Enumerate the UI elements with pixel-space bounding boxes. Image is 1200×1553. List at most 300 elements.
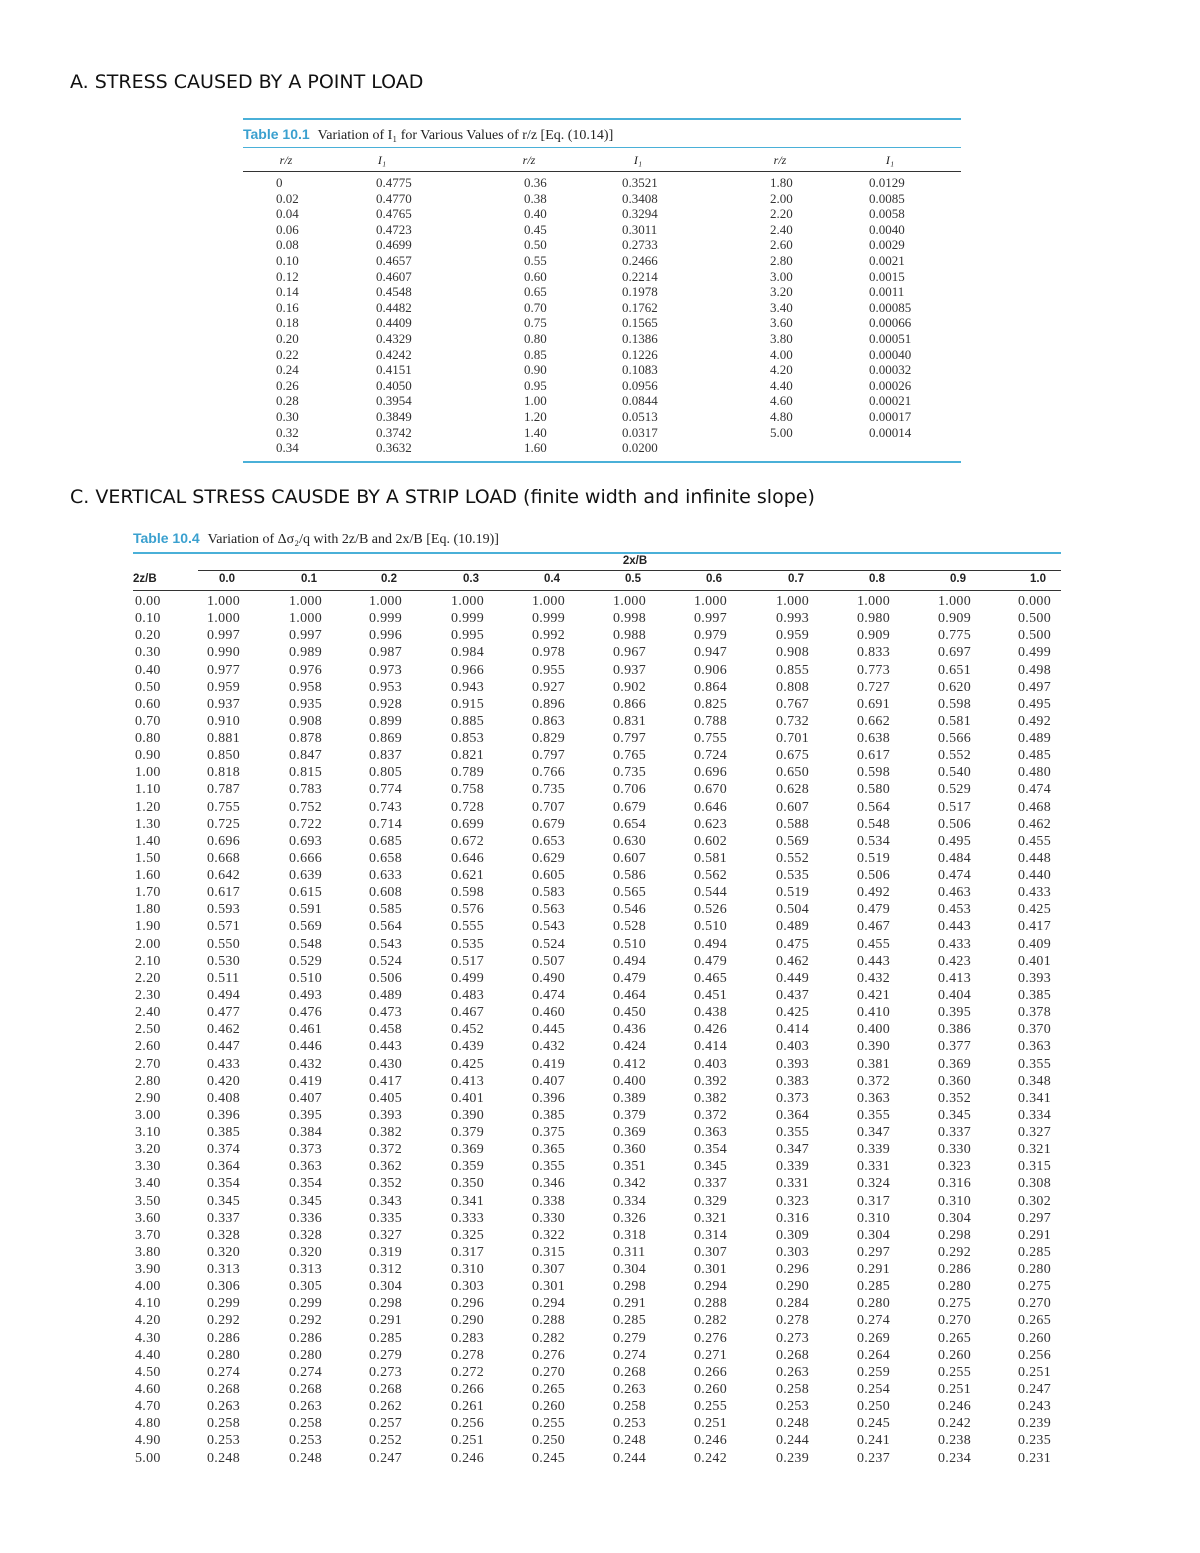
table4-cell: 0.494	[207, 987, 240, 1003]
table4-cell: 0.479	[613, 970, 646, 986]
table4-cell: 0.310	[451, 1262, 484, 1278]
table4-cell: 0.231	[1018, 1450, 1051, 1466]
table4-cell: 0.393	[776, 1056, 809, 1072]
table4-row-label: 1.50	[135, 850, 161, 866]
table4-cell: 0.511	[207, 970, 240, 986]
table4-cell: 0.958	[289, 679, 322, 695]
table1-cell: 0.3849	[376, 409, 412, 424]
table1-cell: 0.4482	[376, 299, 412, 315]
table1-cell: 0.00051	[869, 331, 912, 346]
table4-cell: 0.484	[938, 850, 971, 866]
table4-cell: 0.699	[451, 816, 484, 832]
table4-cell: 0.443	[369, 1039, 402, 1055]
table4-cell: 0.979	[694, 628, 727, 644]
table4-cell: 0.984	[451, 645, 484, 661]
table4-cell: 0.255	[532, 1416, 565, 1432]
table1-col-header: r/z	[522, 153, 536, 167]
table4-row-label: 0.90	[135, 748, 161, 764]
table4-cell: 0.266	[451, 1381, 484, 1397]
table4-cell: 0.271	[694, 1347, 727, 1363]
table1-cell: 0.65	[524, 284, 547, 300]
table4-cell: 0.881	[207, 731, 240, 747]
table4-cell: 0.341	[1018, 1090, 1051, 1106]
table1-title: Variation of I₁ for Various Values of r/z [Eq. (10.14)]	[317, 128, 614, 143]
table4-cell: 0.543	[532, 919, 565, 935]
table4-cell: 0.276	[694, 1330, 727, 1346]
table1-cell: 0.95	[524, 377, 547, 393]
table4-cell: 0.268	[207, 1381, 240, 1397]
table4-cell: 0.995	[451, 628, 484, 644]
table4-row-label: 2.40	[135, 1005, 161, 1021]
table4-row-label: 1.80	[135, 902, 161, 918]
table4-cell: 0.260	[1018, 1330, 1051, 1346]
table4-cell: 0.765	[613, 748, 646, 764]
table4-cell: 0.855	[776, 662, 809, 678]
table4-cell: 0.607	[613, 850, 646, 866]
table4-cell: 0.276	[532, 1347, 565, 1363]
table1-cell: 0.00066	[869, 315, 912, 331]
table4-cell: 0.331	[776, 1176, 809, 1192]
table4-row-label: 4.50	[135, 1364, 161, 1380]
table4-cell: 0.330	[532, 1210, 565, 1226]
table4-cell: 0.285	[857, 1279, 890, 1295]
table4-cell: 0.499	[451, 970, 484, 986]
table4-row-label: 2.50	[135, 1022, 161, 1038]
table4-cell: 1.000	[532, 594, 565, 609]
table4-cell: 0.396	[207, 1107, 240, 1123]
table4-cell: 0.524	[532, 936, 565, 952]
table4-cell: 0.278	[776, 1313, 809, 1329]
table4-cell: 0.569	[289, 919, 322, 935]
table4-cell: 0.959	[776, 628, 809, 644]
table4-cell: 0.304	[369, 1279, 402, 1295]
table4-cell: 0.285	[1018, 1244, 1051, 1260]
table4-row-label: 0.50	[135, 679, 161, 695]
table4-cell: 0.432	[289, 1056, 322, 1072]
table4-cell: 0.462	[207, 1022, 240, 1038]
table4-cell: 0.566	[938, 731, 971, 747]
table4-row-label: 3.70	[135, 1227, 161, 1243]
table1-cell: 0.14	[276, 284, 299, 300]
table4-cell: 0.672	[451, 833, 484, 849]
table1-cell: 0.0956	[622, 377, 658, 393]
table1-cell: 0.00040	[869, 346, 912, 362]
table4-cell: 0.976	[289, 662, 322, 678]
table1-cell: 0.50	[524, 237, 547, 253]
table4-cell: 0.743	[369, 799, 402, 815]
table4-cell: 0.837	[369, 748, 402, 764]
table4-row-label: 1.30	[135, 816, 161, 832]
table4-cell: 0.355	[857, 1107, 890, 1123]
table4-title: Variation of Δσ₂/q with 2z/B and 2x/B [Eq. (10.19)]	[207, 532, 499, 547]
table4-cell: 0.342	[613, 1176, 646, 1192]
table1-cell: 0.0011	[869, 284, 905, 300]
table4-cell: 0.345	[289, 1193, 322, 1209]
table1-cell: 0.4770	[376, 190, 412, 206]
table4-cell: 0.978	[532, 645, 565, 661]
table4-cell: 0.540	[938, 765, 971, 781]
table1-cell: 0.85	[524, 346, 547, 362]
table1-cell: 0.4548	[376, 284, 412, 300]
table4-row-label: 3.10	[135, 1125, 161, 1141]
table4-cell: 0.395	[938, 1005, 971, 1021]
table1-col-header: I₁	[633, 153, 643, 167]
table4-cell: 0.908	[289, 713, 322, 729]
table4-cell: 0.337	[207, 1210, 240, 1226]
table4-cell: 0.646	[694, 799, 727, 815]
table4-cell: 0.285	[369, 1330, 402, 1346]
table4-cell: 0.417	[1018, 919, 1051, 935]
table4-cell: 0.617	[207, 885, 240, 901]
table1-cell: 0.26	[276, 377, 299, 393]
table4-cell: 0.439	[451, 1039, 484, 1055]
table1-cell: 0.0513	[622, 409, 658, 424]
table4-cell: 0.443	[938, 919, 971, 935]
table4-cell: 0.403	[694, 1056, 727, 1072]
table4-cell: 0.393	[1018, 970, 1051, 986]
table4-cell: 0.345	[694, 1159, 727, 1175]
table1-cell: 0.1978	[622, 284, 658, 300]
table1-cell: 1.20	[524, 409, 547, 424]
table4-cell: 0.633	[369, 868, 402, 884]
table4-cell: 0.369	[613, 1125, 646, 1141]
table4-cell: 0.273	[369, 1364, 402, 1380]
table4-cell: 0.473	[369, 1005, 402, 1021]
table4-col-header: 0.8	[869, 573, 885, 585]
table4-cell: 0.360	[938, 1073, 971, 1089]
table4-cell: 0.935	[289, 696, 322, 712]
table4-row-label: 3.00	[135, 1107, 161, 1123]
table4-cell: 0.327	[1018, 1125, 1051, 1141]
table4-cell: 0.598	[451, 885, 484, 901]
table4-cell: 0.679	[613, 799, 646, 815]
table4-cell: 0.724	[694, 748, 727, 764]
table4-cell: 0.727	[857, 679, 890, 695]
table1-cell: 2.60	[770, 237, 793, 253]
table4-cell: 0.548	[857, 816, 890, 832]
table4-cell: 0.774	[369, 782, 402, 798]
table4-cell: 0.555	[451, 919, 484, 935]
table1-cell: 0.90	[524, 362, 547, 378]
table4-cell: 0.483	[451, 987, 484, 1003]
table4-cell: 0.304	[613, 1262, 646, 1278]
table4-cell: 0.275	[938, 1296, 971, 1312]
table4-cell: 0.242	[694, 1450, 727, 1466]
table1-cell: 0.80	[524, 331, 547, 346]
table4-row-label: 4.70	[135, 1399, 161, 1415]
table4-col-header: 0.9	[950, 573, 966, 585]
table4-cell: 0.351	[613, 1159, 646, 1175]
table4-cell: 0.815	[289, 765, 322, 781]
table4-cell: 0.825	[694, 696, 727, 712]
table4-cell: 0.654	[613, 816, 646, 832]
table4-cell: 0.248	[289, 1450, 322, 1466]
table4-cell: 0.257	[369, 1416, 402, 1432]
table4-cell: 0.324	[857, 1176, 890, 1192]
table4-cell: 0.321	[694, 1210, 727, 1226]
table4-cell: 0.337	[694, 1176, 727, 1192]
table4-cell: 0.552	[776, 850, 809, 866]
table4-cell: 0.354	[207, 1176, 240, 1192]
table4-cell: 0.666	[289, 850, 322, 866]
table1-col-header: I₁	[885, 153, 895, 167]
table4-cell: 0.755	[207, 799, 240, 815]
table4-cell: 0.602	[694, 833, 727, 849]
table4-cell: 0.419	[289, 1073, 322, 1089]
table4-col-header: 1.0	[1030, 573, 1046, 585]
table4-cell: 0.752	[289, 799, 322, 815]
table4-cell: 0.528	[613, 919, 646, 935]
table4-row-label: 4.20	[135, 1313, 161, 1329]
table1-col-header: r/z	[279, 153, 293, 167]
table4-cell: 0.297	[857, 1244, 890, 1260]
table4-cell: 0.517	[451, 953, 484, 969]
table4-cell: 0.707	[532, 799, 565, 815]
table4-cell: 0.797	[532, 748, 565, 764]
table4-cell: 0.298	[369, 1296, 402, 1312]
table1-cell: 0.3742	[376, 424, 412, 440]
table4-cell: 0.419	[532, 1056, 565, 1072]
table4-cell: 0.369	[938, 1056, 971, 1072]
table4-cell: 0.301	[694, 1262, 727, 1278]
table4-cell: 0.517	[938, 799, 971, 815]
table4-cell: 0.564	[369, 919, 402, 935]
table4-cell: 0.347	[776, 1142, 809, 1158]
table4-cell: 0.315	[532, 1244, 565, 1260]
table4-cell: 0.909	[857, 628, 890, 644]
table4-row-label: 3.30	[135, 1159, 161, 1175]
table1-cell: 0.24	[276, 362, 299, 378]
table4-cell: 0.256	[1018, 1347, 1051, 1363]
table4-col-header: 0.7	[788, 573, 804, 585]
table1-cell: 2.20	[770, 206, 793, 222]
table4-cell: 0.286	[938, 1262, 971, 1278]
table4-row-label: 0.20	[135, 628, 161, 644]
table4-cell: 0.691	[857, 696, 890, 712]
table4-row-label: 5.00	[135, 1450, 161, 1466]
table4-cell: 0.966	[451, 662, 484, 678]
table4-cell: 0.463	[938, 885, 971, 901]
table4-cell: 0.360	[613, 1142, 646, 1158]
table4-cell: 0.262	[369, 1399, 402, 1415]
table4-cell: 0.255	[694, 1399, 727, 1415]
table1-cell: 0.70	[524, 299, 547, 315]
table4-cell: 0.285	[613, 1313, 646, 1329]
table4-cell: 0.465	[694, 970, 727, 986]
table4-cell: 0.679	[532, 816, 565, 832]
table4-cell: 0.685	[369, 833, 402, 849]
table4-cell: 0.767	[776, 696, 809, 712]
table4-cell: 0.548	[289, 936, 322, 952]
table4-cell: 0.437	[776, 987, 809, 1003]
table4-cell: 0.639	[289, 868, 322, 884]
table4-cell: 0.992	[532, 628, 565, 644]
table1-cell: 2.80	[770, 253, 793, 268]
table4-cell: 0.235	[1018, 1433, 1051, 1449]
table4-cell: 0.255	[938, 1364, 971, 1380]
table4-cell: 0.335	[369, 1210, 402, 1226]
table4-cell: 0.272	[451, 1364, 484, 1380]
table4-cell: 0.247	[369, 1450, 402, 1466]
table1-cell: 5.00	[770, 424, 793, 440]
table4-cell: 0.452	[451, 1022, 484, 1038]
table4-cell: 0.479	[857, 902, 890, 918]
table4-cell: 0.269	[857, 1330, 890, 1346]
table1-cell: 3.40	[770, 299, 793, 315]
table4-cell: 0.831	[613, 713, 646, 729]
table4-cell: 0.885	[451, 713, 484, 729]
table4-cell: 0.343	[369, 1193, 402, 1209]
table1-cell: 0.1565	[622, 315, 658, 331]
table4-cell: 0.479	[694, 953, 727, 969]
table4-cell: 0.248	[207, 1450, 240, 1466]
table4-cell: 0.864	[694, 679, 727, 695]
table1-cell: 0.60	[524, 268, 547, 284]
table4-col-header: 0.3	[463, 573, 479, 585]
table1-cell: 0.40	[524, 206, 547, 222]
table4-cell: 0.372	[857, 1073, 890, 1089]
table4-cell: 0.996	[369, 628, 402, 644]
table4-cell: 1.000	[694, 594, 727, 609]
table1-cell: 3.00	[770, 268, 793, 284]
table4-cell: 0.260	[694, 1381, 727, 1397]
table4-cell: 0.550	[207, 936, 240, 952]
table4-cell: 0.569	[776, 833, 809, 849]
table4-cell: 0.370	[1018, 1022, 1051, 1038]
table4-cell: 0.278	[451, 1347, 484, 1363]
table1-cell: 0.2733	[622, 237, 658, 253]
table4-cell: 0.998	[613, 611, 646, 627]
table4-cell: 0.928	[369, 696, 402, 712]
table4-cell: 0.258	[289, 1416, 322, 1432]
table4-cell: 0.464	[613, 987, 646, 1003]
table4-row-label: 1.10	[135, 782, 161, 798]
table1-cell: 0.36	[524, 175, 547, 190]
table4-group-header: 2x/B	[622, 555, 648, 567]
table4-cell: 0.468	[1018, 799, 1051, 815]
table4-cell: 0.534	[857, 833, 890, 849]
table1-cell: 0.00021	[869, 393, 912, 409]
table4-cell: 0.620	[938, 679, 971, 695]
table1-cell: 0.55	[524, 253, 547, 268]
table4-cell: 0.291	[369, 1313, 402, 1329]
table4-cell: 0.896	[532, 696, 565, 712]
table4-cell: 0.251	[1018, 1364, 1051, 1380]
table4-cell: 0.244	[613, 1450, 646, 1466]
table4-cell: 0.299	[289, 1296, 322, 1312]
table4-cell: 0.408	[207, 1090, 240, 1106]
table4-cell: 0.346	[532, 1176, 565, 1192]
table1-cell: 0.4151	[376, 362, 412, 378]
table4-row-label: 2.70	[135, 1056, 161, 1072]
table4-row-label: 2.60	[135, 1039, 161, 1055]
table1-header-rule-top	[243, 147, 961, 148]
table4-cell: 0.261	[451, 1399, 484, 1415]
table4-cell: 0.279	[369, 1347, 402, 1363]
table4-cell: 0.302	[1018, 1193, 1051, 1209]
table4-cell: 0.899	[369, 713, 402, 729]
table4-cell: 0.927	[532, 679, 565, 695]
table1-top-rule	[243, 118, 961, 120]
table4-cell: 0.296	[776, 1262, 809, 1278]
table1-cell: 3.60	[770, 315, 793, 331]
table4-row-label: 4.90	[135, 1433, 161, 1449]
table4-cell: 0.973	[369, 662, 402, 678]
table4-cell: 0.670	[694, 782, 727, 798]
table4-cell: 0.260	[532, 1399, 565, 1415]
table4-cell: 0.866	[613, 696, 646, 712]
table4-cell: 0.246	[451, 1450, 484, 1466]
table4-cell: 0.696	[694, 765, 727, 781]
table4-col-header: 0.0	[219, 573, 235, 585]
table4-cell: 0.775	[938, 628, 971, 644]
table4-cell: 0.506	[938, 816, 971, 832]
table4-cell: 0.374	[207, 1142, 240, 1158]
table1-cell: 0.4699	[376, 237, 412, 253]
table1-cell: 0.1386	[622, 331, 658, 346]
table1-cell: 0.4765	[376, 206, 412, 222]
table1-cell: 3.20	[770, 284, 793, 300]
table1-cell: 0.00032	[869, 362, 912, 378]
table4-cell: 0.608	[369, 885, 402, 901]
table4-cell: 0.333	[451, 1210, 484, 1226]
table4-cell: 0.315	[1018, 1159, 1051, 1175]
table4-cell: 0.943	[451, 679, 484, 695]
table4-cell: 0.248	[613, 1433, 646, 1449]
table4-cell: 0.364	[776, 1107, 809, 1123]
table4-cell: 0.345	[938, 1107, 971, 1123]
table4-cell: 0.348	[1018, 1073, 1051, 1089]
table4-cell: 0.646	[451, 850, 484, 866]
table4-cell: 0.390	[857, 1039, 890, 1055]
table4-cell: 0.294	[532, 1296, 565, 1312]
table1-cell: 0.0029	[869, 237, 905, 253]
table4-cell: 0.301	[532, 1279, 565, 1295]
table4-cell: 0.242	[938, 1416, 971, 1432]
table4-cell: 0.529	[289, 953, 322, 969]
table4-cell: 0.363	[289, 1159, 322, 1175]
table1-cell: 0.0200	[622, 440, 658, 456]
table1-cell: 4.80	[770, 409, 793, 424]
table4-cell: 0.818	[207, 765, 240, 781]
table4-cell: 0.291	[857, 1262, 890, 1278]
table1-cell: 0.4409	[376, 315, 412, 331]
table1-cell: 0.3408	[622, 190, 658, 206]
table4-cell: 0.251	[694, 1416, 727, 1432]
table1-cell: 0.4242	[376, 346, 412, 362]
table4-cell: 0.467	[451, 1005, 484, 1021]
table4-cell: 0.863	[532, 713, 565, 729]
table4-cell: 0.593	[207, 902, 240, 918]
table4-cell: 0.413	[938, 970, 971, 986]
table4-cell: 0.355	[776, 1125, 809, 1141]
table4-cell: 0.331	[857, 1159, 890, 1175]
table4-cell: 0.735	[532, 782, 565, 798]
table4-row-label: 2.90	[135, 1090, 161, 1106]
table4-cell: 0.563	[532, 902, 565, 918]
table4-cell: 0.475	[776, 936, 809, 952]
table4-cell: 0.571	[207, 919, 240, 935]
table1-cell: 0.02	[276, 190, 299, 206]
table4-cell: 0.628	[776, 782, 809, 798]
table4-cell: 0.414	[694, 1039, 727, 1055]
table4-cell: 0.425	[1018, 902, 1051, 918]
table4-cell: 0.412	[613, 1056, 646, 1072]
table1-cell: 0.1083	[622, 362, 658, 378]
table4-cell: 0.373	[289, 1142, 322, 1158]
table4-cell: 0.432	[532, 1039, 565, 1055]
table4-cell: 0.252	[369, 1433, 402, 1449]
